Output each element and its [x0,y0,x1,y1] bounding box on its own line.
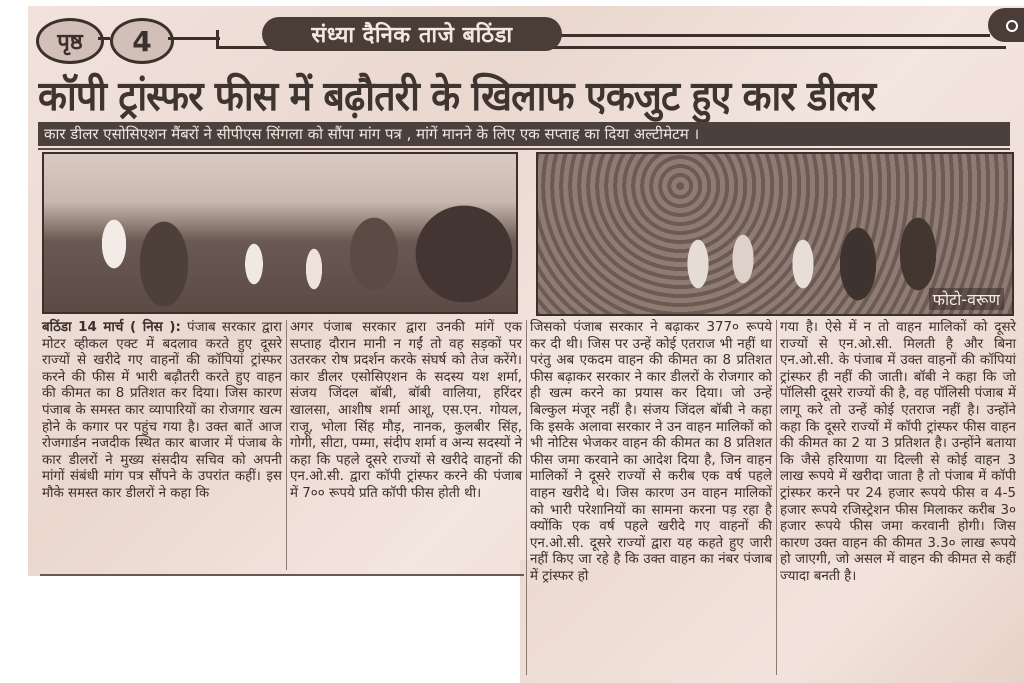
page-label-badge: पृष्ठ [36,18,104,64]
article-column-4 [780,320,1016,586]
column-divider [776,320,777,675]
photo-credit: फोटो-वरूण [929,288,1004,310]
column-text: गया है। ऐसे में न तो वाहन मालिकों को दूसरे राज्यों से एन.ओ.सी. मिलती है और बिना एन.ओ.सी. के पंजाब में उक्त वाहनों की कॉपियां ट्रांस्फर ही नहीं की जाती। बॉबी ने कहा कि जो पॉलिसी दूसरे राज्यों की है, वह पॉलिसी पंजाब में लागू करे तो उन्हें कोई एतराज नहीं है। उन्होंने कहा कि दूसरे राज्यों में कॉपी ट्रांस्फर फीस वाहन की कीमत का 2 या 3 प्रतिशत है। उन्होंने बताया कि जैसे हरियाणा या दिल्ली से कोई वाहन 3 लाख रूपये में खरीदा जाता है तो पंजाब में कॉपी ट्रांस्फर करने पर 24 हजार रूपये फीस व 4-5 हजार रूपये रजिस्ट्रेशन फीस मिलाकर करीब 3० हजार रूपये फीस जमा करवानी होगी। जिस कारण उक्त वाहन की कीमत 3.3० लाख रूपये हो जाएगी, जो असल में वाहन की कीमत से कहीं ज्यादा बनती है। [780,320,1016,584]
header-rule [560,34,990,37]
column-text: पंजाब सरकार द्वारा मोटर व्हीकल एक्ट में बदलाव करते हुए दूसरे राज्यों से खरीदे गए वाहनों की कॉपियां ट्रांस्फर करने की फीस में भारी बढ़ौतरी करते हुए वाहन की कीमत का 8 प्रतिशत कर दिया। जिस कारण पंजाब के समस्त कार व्यापारियों का रोजगार खत्म होने के कगार पर पहुंच गया है। उक्त बातें आज रोजगार्डन नजदीक स्थित कार बाजार में पंजाब के कार डीलरों ने मुख्य संसदीय सचिव को अपनी मांगों संबंधी मांग पत्र सौंपने के उपरांत कहीं। इस मौके समस्त कार डीलरों ने कहा कि [42,320,282,501]
bottom-rule [40,574,524,576]
column-text: जिसको पंजाब सरकार ने बढ़ाकर 377० रूपये कर दी थी। जिस पर उन्हें कोई एतराज भी नहीं था परंतु अब एकदम वाहन की कीमत का 8 प्रतिशत फीस बढ़ाकर सरकार ने कार डीलरों के रोजगार को ही खत्म करने का प्रयास कर दिया। जो उन्हें बिल्कुल मंजूर नहीं है। संजय जिंदल बॉबी ने कहा कि इसके अलावा सरकार ने उन वाहन मालिकों को भी नोटिस भेजकर वाहन की कीमत का 8 प्रतिशत फीस जमा करवाने का आदेश दिया है, जिन वाहन मालिकों ने दूसरे राज्यों से करीब एक वर्ष पहले वाहन खरीदे थे। जिस कारण उन वाहन मालिकों को भारी परेशानियों का सामना करना पड़ रहा है क्योंकि एक वर्ष पहले खरीदे गए वाहनों की एन.ओ.सी. दूसरे राज्यों द्वारा यह कहते हुए जारी नहीं किए जा रहे है कि उक्त वाहन का नंबर पंजाब में ट्रांस्फर हो [530,320,772,584]
photo-memorandum-handover [42,152,518,314]
newspaper-name-banner: संध्या दैनिक ताजे बठिंडा [262,17,562,51]
divider [38,148,1010,150]
photo-dealers-protest [536,152,1014,316]
column-divider [526,320,527,675]
page-number-badge: 4 [110,18,174,64]
article-column-2 [290,320,522,503]
connector-line [168,37,220,40]
dateline: बठिंडा 14 मार्च ( निस ): [42,320,181,335]
article-column-1 [42,320,282,503]
article-headline: कॉपी ट्रांस्फर फीस में बढ़ौतरी के खिलाफ एकजुट हुए कार डीलर [38,72,876,120]
connector-line [98,37,110,40]
connector-line [216,30,219,46]
article-subheadline: कार डीलर एसोसिएशन मैंबरों ने सीपीएस सिंगला को सौंपा मांग पत्र , मांगें मानने के लिए एक सप्ताह का दिया अल्टीमेटम । [38,122,1010,146]
article-column-3 [530,320,772,586]
column-divider [286,320,287,570]
column-text: अगर पंजाब सरकार द्वारा उनकी मांगें एक सप्ताह दौरान मानी न गईं तो वह सड़कों पर उतरकर रोष प्रदर्शन करके संघर्ष को तेज करेंगे। कार डीलर एसोसिएशन के सदस्य यश शर्मा, संजय जिंदल बॉबी, बॉबी वालिया, हरिंदर खालसा, आशीष शर्मा आशू, एस.एन. गोयल, राजू, भोला सिंह मौड़, नानक, कुलबीर सिंह, गोगी, सीटा, पम्मा, संदीप शर्मा व अन्य सदस्यों ने कहा कि पहले दूसरे राज्यों से खरीदे वाहनों की एन.ओ.सी. द्वारा कॉपी ट्रांस्फर करने की पंजाब में 7०० रूपये प्रति कॉपी फीस होती थी। [290,320,522,501]
corner-dot-icon [1006,20,1018,32]
